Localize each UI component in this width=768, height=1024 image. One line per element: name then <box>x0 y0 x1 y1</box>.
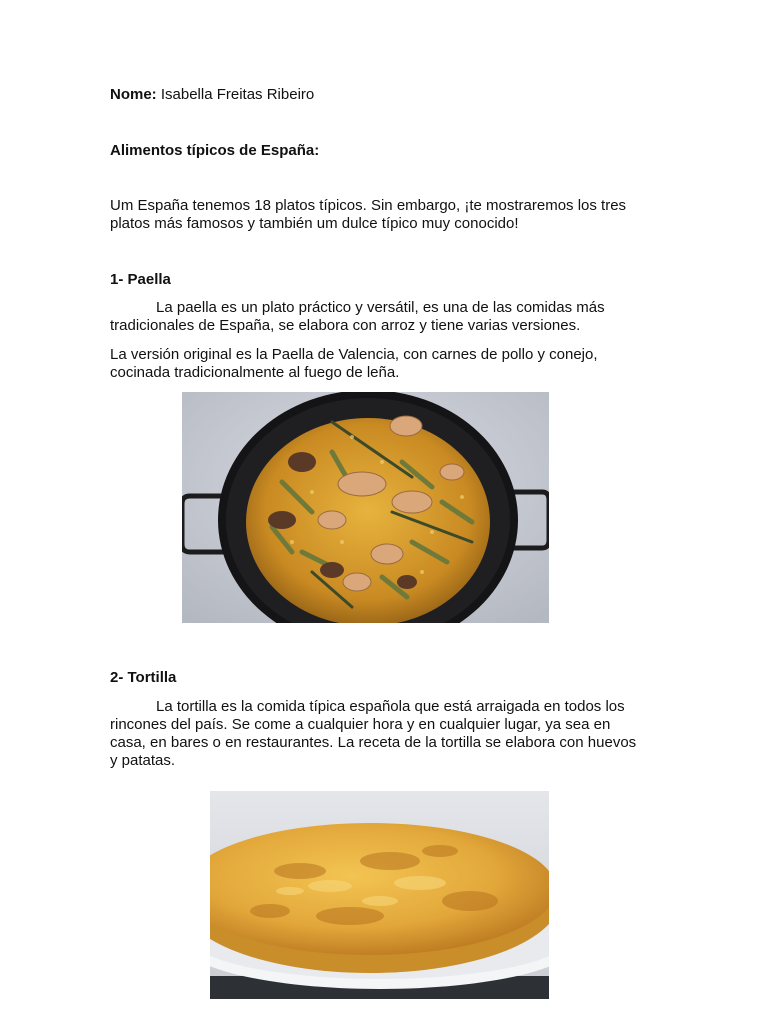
page-title: Alimentos típicos de España: <box>110 142 320 159</box>
paragraph-line <box>110 698 670 716</box>
intro-line: platos más famosos y también um dulce típico muy conocido! <box>110 215 519 232</box>
section-heading-tortilla: 2- Tortilla <box>110 669 177 686</box>
paragraph-line <box>110 299 670 317</box>
student-name-label: Nome: <box>110 86 157 103</box>
tortilla-paragraph-1 <box>110 698 670 770</box>
intro-paragraph <box>110 197 670 233</box>
paragraph-line: casa, en bares o en restaurantes. La receta de la tortilla se elabora con huevos <box>110 734 637 751</box>
student-name: Isabella Freitas Ribeiro <box>160 86 315 103</box>
paragraph-line: La versión original es la Paella de Valencia, con carnes de pollo y conejo, <box>110 346 598 363</box>
section-heading-paella: 1- Paella <box>110 271 171 288</box>
student-name-line <box>110 86 314 104</box>
paella-illustration <box>182 392 549 623</box>
tortilla-illustration <box>210 791 549 999</box>
paragraph-line: y patatas. <box>110 752 176 769</box>
paella-photo <box>182 392 549 623</box>
paragraph-line: cocinada tradicionalmente al fuego de leña. <box>110 364 400 381</box>
paragraph-line: rincones del país. Se come a cualquier hora y en cualquier lugar, ya sea en <box>110 716 611 733</box>
paragraph-line: tradicionales de España, se elabora con arroz y tiene varias versiones. <box>110 317 581 334</box>
paragraph-text: La paella es un plato práctico y versátil, es una de las comidas más <box>156 299 605 316</box>
paragraph-text: La tortilla es la comida típica española que está arraigada en todos los <box>156 698 625 715</box>
tortilla-photo <box>210 791 549 999</box>
intro-line: Um España tenemos 18 platos típicos. Sin embargo, ¡te mostraremos los tres <box>110 197 627 214</box>
paella-paragraph-1 <box>110 299 670 335</box>
paella-paragraph-2 <box>110 346 670 382</box>
